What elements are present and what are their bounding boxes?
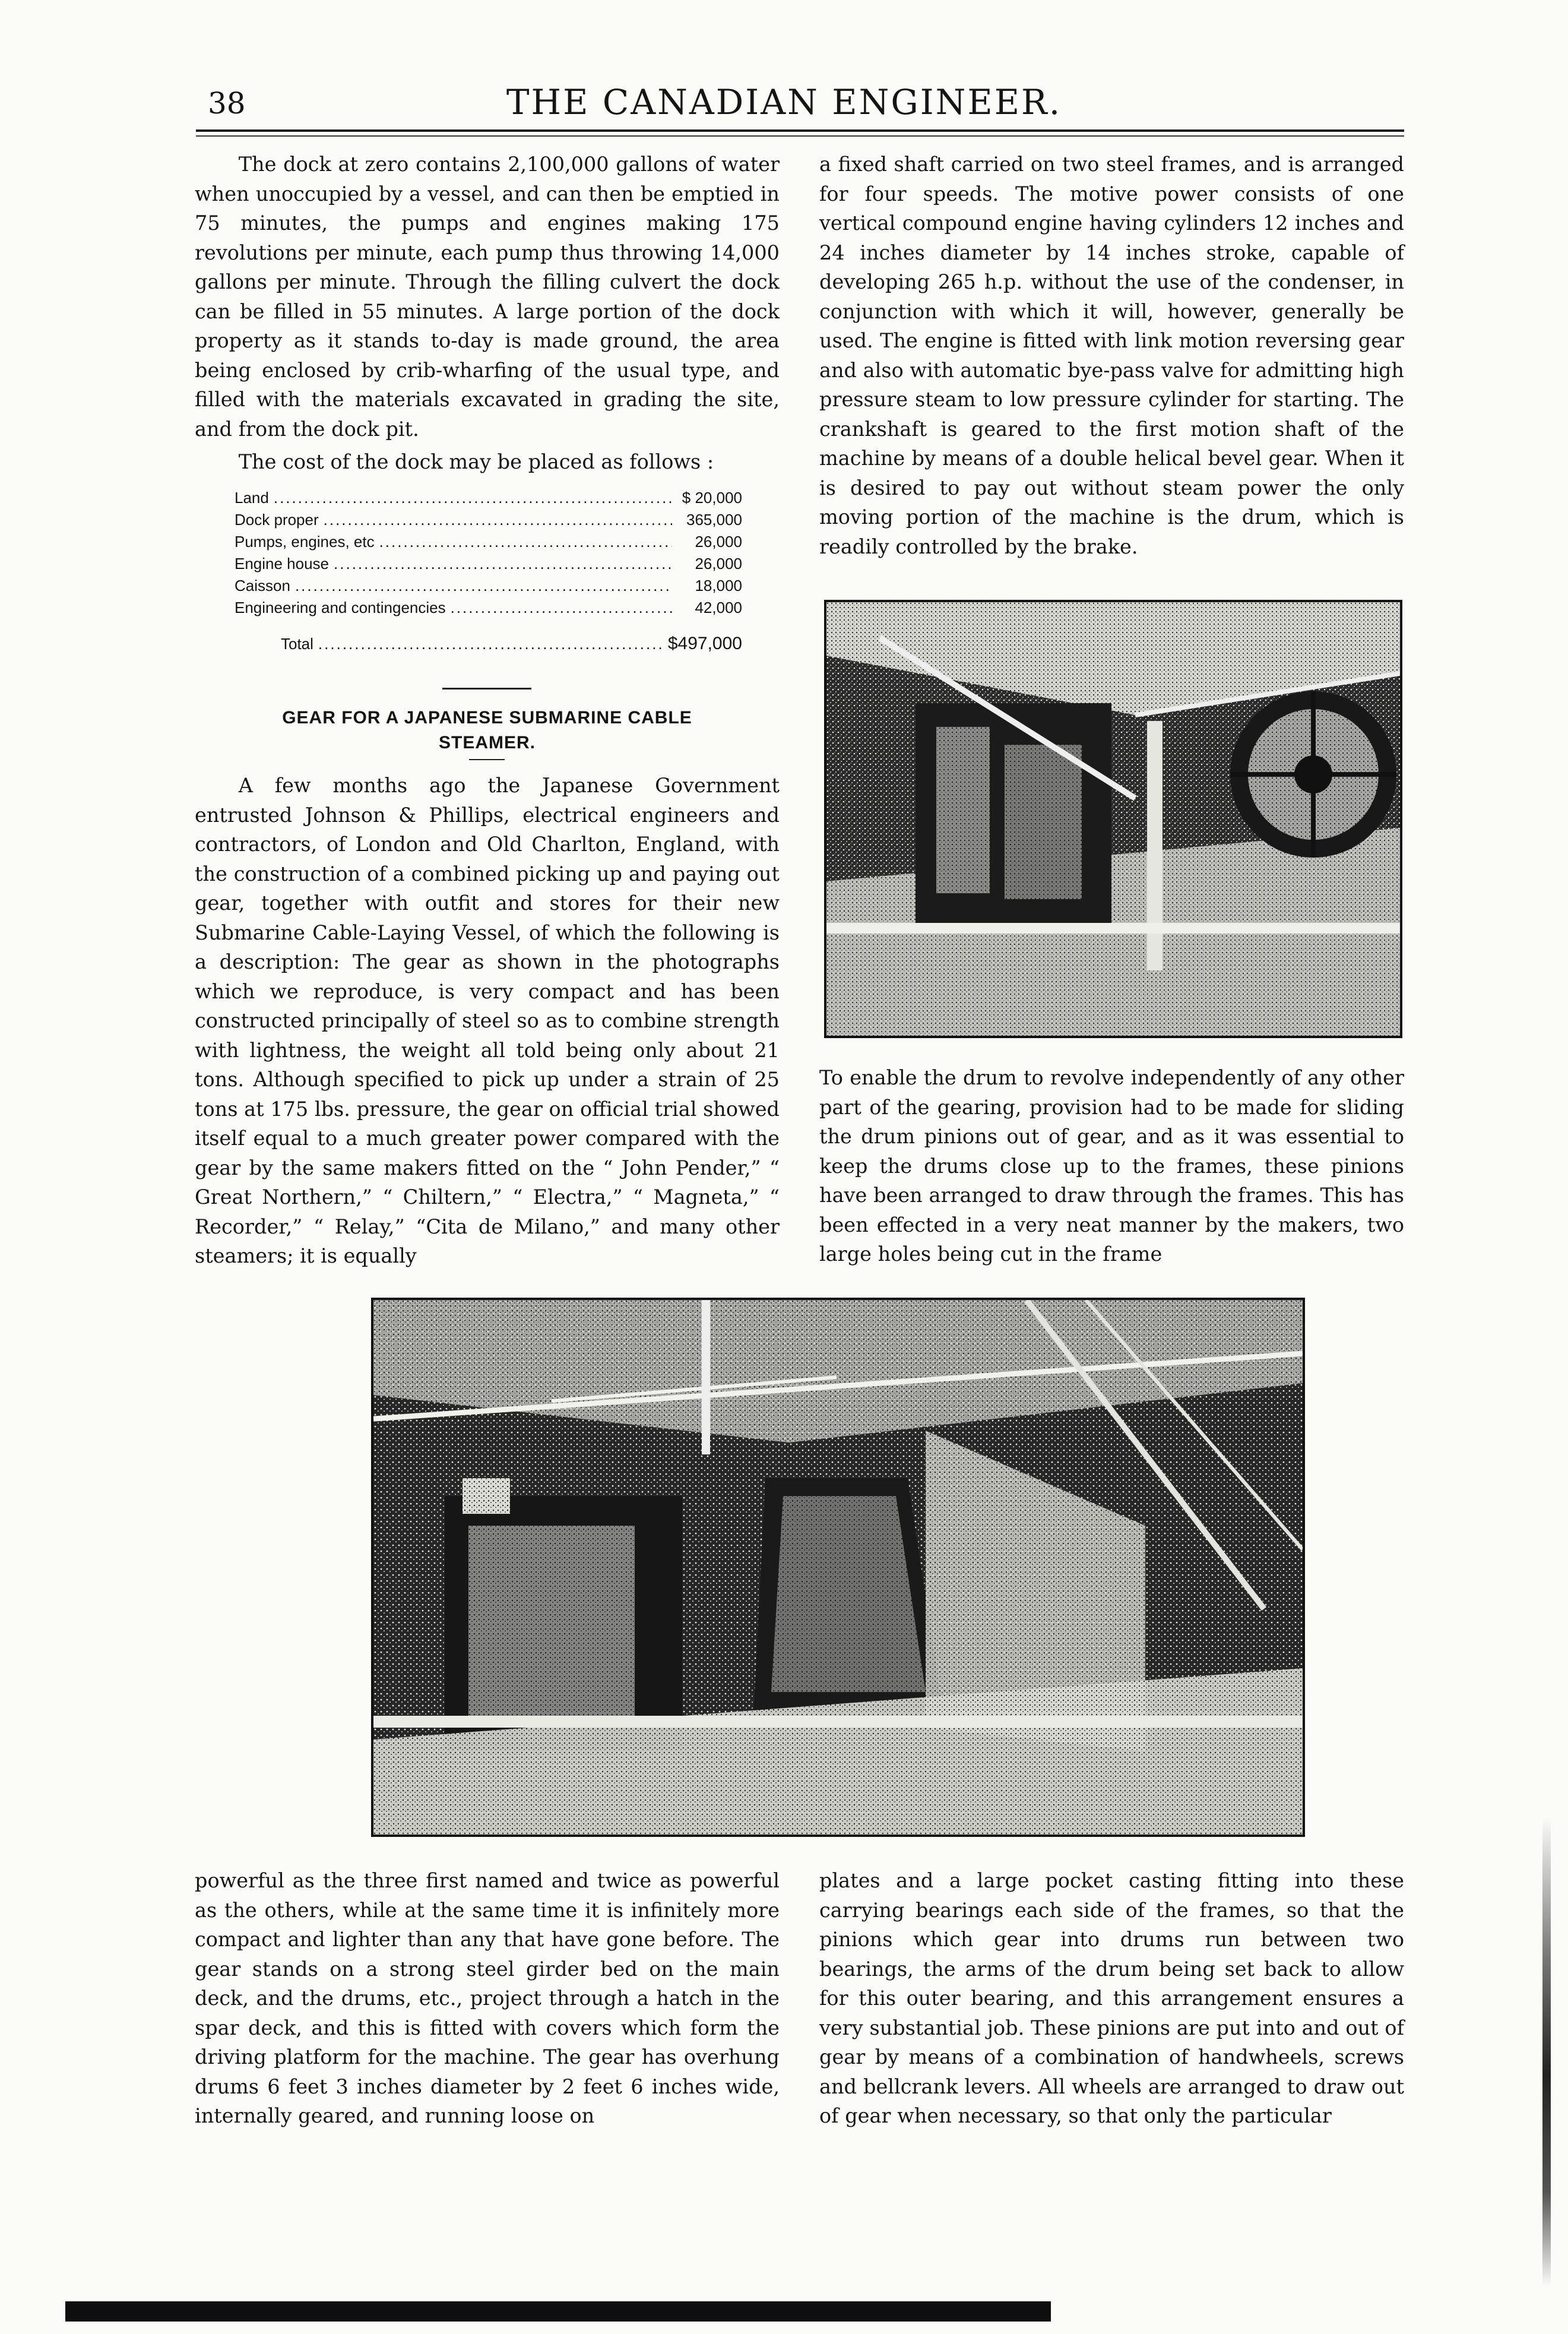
dock-text-block	[195, 150, 780, 477]
article-col2-top	[819, 150, 1404, 561]
heading-line-1: GEAR FOR A JAPANESE SUBMARINE CABLE	[282, 708, 692, 728]
cost-table	[235, 489, 742, 656]
article-heading	[195, 706, 780, 755]
gear-photo-2	[371, 1298, 1305, 1837]
article-col1-bottom	[195, 1866, 780, 2131]
cost-row-engine-house: Engine house ..... 26,000	[235, 555, 742, 577]
header-rule	[196, 129, 1404, 132]
drum-pinion-paragraph: To enable the drum to revolve independently of any other part of the gearing, provision had to be made for sliding the drum pinions out of gear, and as it was essential to keep the drums close up to the frames, these pinions have been arranged to draw through the frames. This has been effected in a very neat manner by the makers, two large holes being cut in the frame	[819, 1066, 1404, 1266]
article-col2-mid	[819, 1063, 1404, 1269]
cost-intro: The cost of the dock may be placed as follows :	[238, 450, 714, 473]
dock-paragraph: The dock at zero contains 2,100,000 gallons of water when unoccupied by a vessel, and can then be emptied in 75 minutes, the pumps and engines making 175 revolutions per minute, each pump thus throwing 14,000 gallons per minute. Through the filling culvert the dock can be filled in 55 minutes. A large portion of the dock property as it stands to-day is made ground, the area being enclosed by crib-wharfing of the usual type, and filled with the materials excavated in grading the site, and from the dock pit.	[195, 153, 780, 441]
cost-row-pumps: Pumps, engines, etc ..... 26,000	[235, 533, 742, 555]
article-col2-bottom	[819, 1866, 1404, 2131]
article-col1-top	[195, 771, 780, 1271]
gear-photo-1-image	[826, 602, 1400, 1036]
cost-row-engineering: Engineering and contingencies ..... 42,000	[235, 599, 742, 621]
cost-row-total: Total ..... $497,000	[235, 634, 742, 656]
journal-title: THE CANADIAN ENGINEER.	[506, 82, 1062, 122]
heading-underline	[469, 759, 505, 760]
section-divider	[442, 688, 531, 690]
header-rule-thin	[196, 135, 1404, 137]
gear-photo-2-image	[373, 1300, 1303, 1835]
cost-row-caisson: Caisson ..... 18,000	[235, 577, 742, 599]
heading-line-2: STEAMER.	[438, 733, 536, 752]
cost-row-dock: Dock proper ..... 365,000	[235, 511, 742, 533]
bearing-paragraph: plates and a large pocket casting fitting into these carrying bearings each side of the frames, so that the pinions which gear into drums run between two bearings, the arms of the drum being set back to allow for this outer bearing, and this arrangement ensures a very substantial job. These pinions are put into and out of gear by means of a combination of handwheels, screws and bellcrank levers. All wheels are arranged to draw out of gear when necessary, so that only the particular	[819, 1869, 1404, 2127]
scan-edge-smear	[1542, 1817, 1551, 2286]
page-number: 38	[208, 86, 246, 121]
article-intro-paragraph: A few months ago the Japanese Government entrusted Johnson & Phillips, electrical engineers and contractors, of London and Old Charlton, England, with the construction of a combined picking up and paying out gear, together with outfit and stores for their new Submarine Cable-Laying Vessel, of which the following is a description: The gear as shown in the photographs which we reproduce, is very compact and has been constructed principally of steel so as to combine strength with lightness, the weight all told being only about 21 tons. Although specified to pick up under a strain of 25 tons at 175 lbs. pressure, the gear on official trial showed itself equal to a much greater power compared with the gear by the same makers fitted on the “ John Pender,” “ Great Northern,” “ Chiltern,” “ Electra,” “ Magneta,” “ Recorder,” “ Relay,” “Cita de Milano,” and many other steamers; it is equally	[195, 774, 780, 1267]
scan-edge-bar	[65, 2301, 1051, 2322]
gear-photo-1	[824, 600, 1402, 1038]
gear-power-paragraph: powerful as the three first named and twice as powerful as the others, while at the same time it is infinitely more compact and lighter than any that have gone before. The gear stands on a strong steel girder bed on the main deck, and the drums, etc., project through a hatch in the spar deck, and this is fitted with covers which form the driving platform for the machine. The gear has overhung drums 6 feet 3 inches diameter by 2 feet 6 inches wide, internally geared, and running loose on	[195, 1869, 780, 2127]
gear-description-paragraph: a fixed shaft carried on two steel frames, and is arranged for four speeds. The motive power consists of one vertical compound engine having cylinders 12 inches and 24 inches diameter by 14 inches stroke, capable of developing 265 h.p. without the use of the condenser, in conjunction with which it will, however, generally be used. The engine is fitted with link motion reversing gear and also with automatic bye-pass valve for admitting high pressure steam to low pressure cylinder for starting. The crankshaft is geared to the first motion shaft of the machine by means of a double helical bevel gear. When it is desired to pay out without steam power the only moving portion of the machine is the drum, which is readily controlled by the brake.	[819, 153, 1404, 558]
cost-row-land: Land ..... $ 20,000	[235, 489, 742, 511]
